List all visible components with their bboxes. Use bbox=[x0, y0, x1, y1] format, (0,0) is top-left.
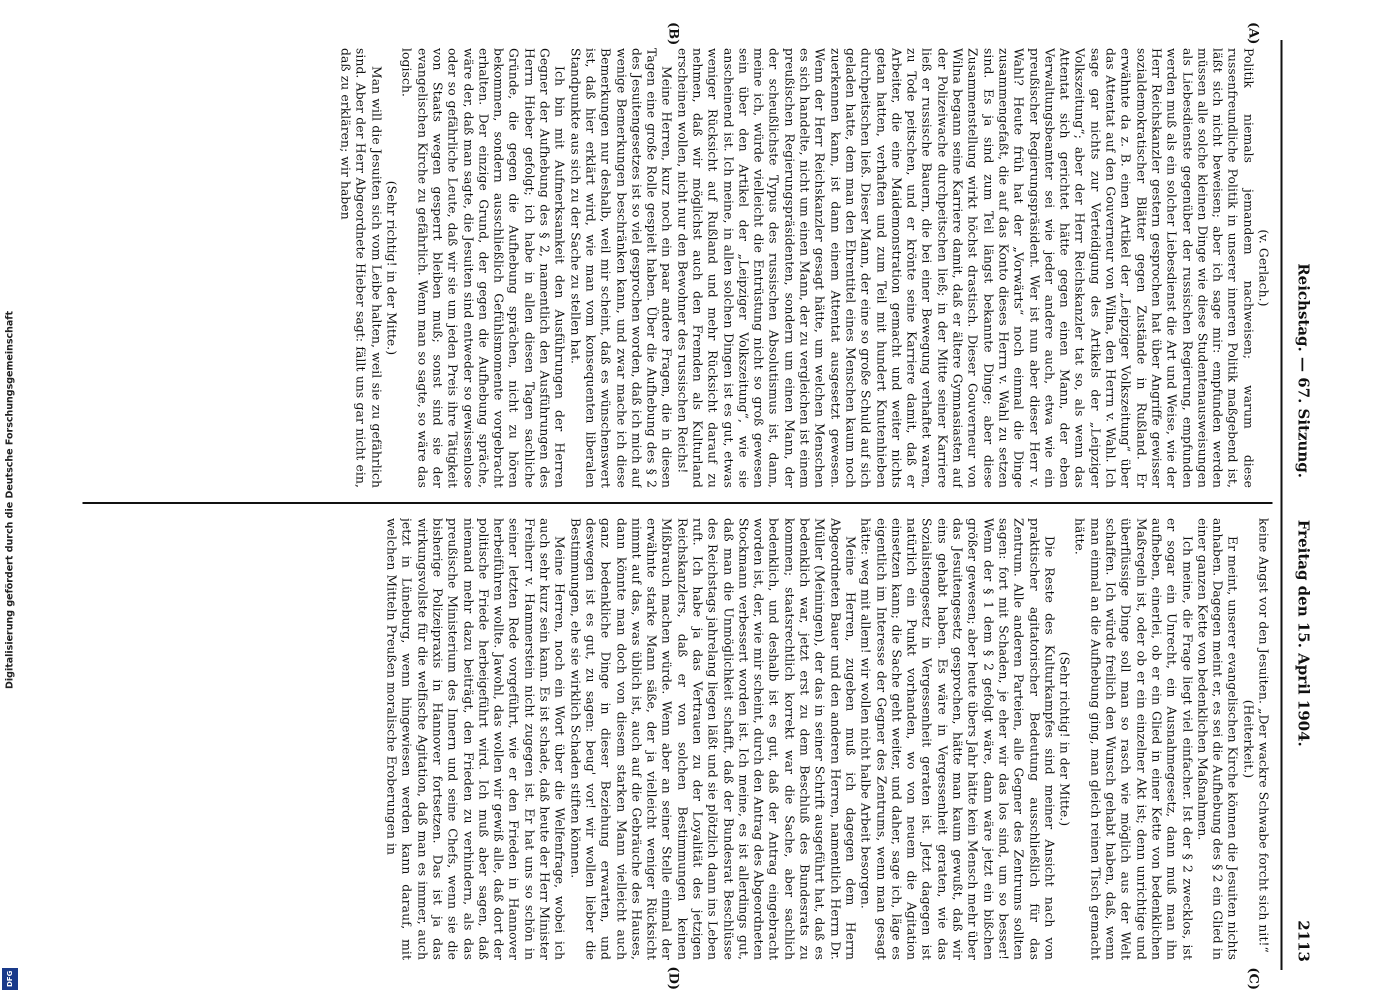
interjection: (Sehr richtig! in der Mitte.) bbox=[384, 180, 399, 356]
paragraph: Er meint, unserer evangelischen Kirche können die Jesuiten nichts anhaben. Dagegen meint er, es sei die Aufhebung des § 2 ein Glied in einer ganzen Kette von bedenklichen Maßnahmen. bbox=[1194, 518, 1240, 960]
margin-marker-a: (A) bbox=[1245, 22, 1260, 45]
scanned-page-area bbox=[75, 22, 1320, 990]
paragraph: Man will die Jesuiten sich vom Leibe halten, weil sie zu gefährlich sind. Aber der Herr Abgeordnete Hieber sagt: fällt uns gar nicht ein, daß zu erklären; wir haben bbox=[338, 48, 383, 488]
margin-marker-d: (D) bbox=[665, 966, 680, 990]
paragraph: Ich bin mit Aufmerksamkeit den Ausführungen der Herren Gegner der Aufhebung des § 2, namentlich den Ausführungen des Herrn Hieber gefolgt; ich habe in allen diesen Tagen sachliche Gründe, die gegen die Aufhebung sprächen, nicht zu hören bekommen, sondern ausschließlich Gefühlsmomente vorgebracht erhalten. Der einzige Grund, der gegen die Aufhebung spräche, wäre der, daß man sagte, die Jesuiten sind entweder so gewissenlose oder so gefährliche Leute, daß wir sie um jeden Preis ihre Tätigkeit von Staats wegen gesperrt bleiben muß; sonst sind sie der evangelischen Kirche zu gefährlich. Wenn man so sagte, so wäre das logisch. bbox=[399, 48, 567, 488]
column-divider bbox=[82, 502, 1272, 504]
digitization-credit: Digitalisierung gefördert durch die Deutsche Forschungsgemeinschaft bbox=[4, 311, 16, 689]
paragraph: Meine Herren, noch ein Wort über die Welfenfrage, wobei ich auch sehr kurz sein kann. Es ist schade, daß heute der Herr Minister Freiherr v. Hammerstein nicht zugegen ist. Er hat uns so schön in seiner letzten Rede vorgeführt, wie er den Frieden in Hannover herbeiführen wollte. Jawohl, das wollen wir gewiß alle, daß dort der politische Friede herbeigeführt wird. Ich muß aber sagen, daß niemand mehr dazu beiträgt, den Frieden zu verhindern, als das preußische Ministerium des Innern und seine Chefs, wenn sie die bisherige Polizeipraxis in Hannover fortsetzen. Das ist ja das wirkungsvollste für die welfische Agitation, daß man es immer, auch jetzt in Lüneburg, wenn hingewiesen werden kann darauf, mit welchen Mitteln Preußen moralische Eroberungen in bbox=[384, 518, 567, 960]
margin-marker-b: (B) bbox=[665, 22, 680, 46]
page-number: 2113 bbox=[1294, 920, 1312, 962]
paragraph: Die Reste des Kulturkampfes sind meiner Ansicht nach von praktischer agitatorischer Bedeutung ausschließlich für das Zentrum. Alle anderen Parteien, alle Gegner des Zentrums sollten sagen: fort mit Schaden, je eher wir das los sind, um so besser! Wenn der § 1 dem § 2 gefolgt wäre, dann wäre jetzt ein bißchen größer gewesen; aber heute übers Jahr hätte kein Mensch mehr über das Jesuitengesetz gesprochen, hätte man kaum gewußt, daß wir eins gehabt haben. Es wäre in Vergessenheit geraten, wie das Sozialistengesetz in Vergessenheit geraten ist. Jetzt dagegen ist natürlich ein Punkt vorhanden, wo von neuem die Agitation einsetzen kann; die Sache geht weiter, und daher, sage ich, läge es eigentlich im Interesse der Gegner des Zentrums, wenn man gesagt hätte: weg mit allem! wir wollen nicht halbe Arbeit besorgen. bbox=[858, 518, 1056, 960]
credit-strip bbox=[0, 0, 20, 1000]
paragraph: Politik niemals jemandem nachweisen; warum diese russenfreundliche Politik in unserer inneren Politik maßgebend ist, läßt sich nicht beweisen; aber ich sage mir: empfunden werden müssen alle solche kleinen Dinge wie diese Studentenausweisungen als Liebesdienste gegenüber der russischen Regierung, empfunden werden muß als ein solcher Liebesdienst die Art und Weise, wie der Herr Reichskanzler gestern gesprochen hat über Angriffe gewisser sozialdemokratischer Blätter gegen Zustände in Rußland. Er erwähnte da z. B. einen Artikel der „Leipziger Volkszeitung“ über das Attentat auf den Gouverneur von Wilna, den Herrn v. Wahl. Ich sage gar nichts zur Verteidigung des Artikels der „Leipziger Volkszeitung“; aber der Herr Reichskanzler tat so, als wenn das Attentat sich gerichtet hätte gegen einen Mann, der eben Verwaltungsbeamter sei wie jeder andere auch, etwa wie ein preußischer Regierungspräsident. Wer ist nun aber dieser Herr v. Wahl? Heute früh hat der „Vorwärts“ noch einmal die Dinge zusammengefaßt, die auf das Konto dieses Herrn v. Wahl zu setzen sind. Es ja sind zum Teil längst bekannte Dinge; aber diese Zusammenstellung wirkt höchst drastisch. Dieser Gouverneur von Wilna begann seine Karriere damit, daß er ältere Gymnasiasten auf der Polizeiwache durchpeitschen ließ; in der Mitte seiner Karriere ließ er russische Bauern, die bei einer Bewegung verhaftet waren, zu Tode peitschen, und er krönte seine Karriere damit, daß er Arbeiter, die eine Maidemonstration gemacht und weiter nichts getan hatten, verhaften und zum Teil mit hundert Knutenhieben durchpeitschen ließ. Dieser Mann, der eine so große Schuld auf sich geladen hatte, dem man den Ehrentitel eines Menschen kaum noch zuerkennen kann, ist dann einem Attentat ausgesetzt gewesen. Wenn der Herr Reichskanzler gesagt hätte, um welchen Menschen es sich handelte, nicht um einen Mann, der zu vergleichen ist einem preußischen Regierungspräsidenten, sondern um einen Mann, der der scheußlichste Typus des russischen Absolutismus ist, dann, meine ich, würde vielleicht die Entrüstung nicht so groß gewesen sein über den Artikel der „Leipziger Volkszeitung“, wie sie anscheinend ist. Ich meine, in allen solchen Dingen ist es gut, etwas weniger Rücksicht auf Rußland und mehr Rücksicht darauf zu nehmen, daß wir möglichst auch den Fremden als Kulturland erscheinen wollen, nicht nur den Bewohner des russischen Reichs! bbox=[674, 48, 1255, 488]
paragraph: Meine Herren, zugeben muß ich dagegen dem Herrn Abgeordneten Bauer und den anderen Herren, namentlich Herrn Dr. Müller (Meiningen), der das in seiner Schrift ausgeführt hat, daß es bedenklich war, jetzt erst zu dem Beschluß des Bundesrats zu kommen; staatsrechtlich korrekt war die Sache, aber sachlich bedenklich, und deshalb ist es gut, daß der Antrag eingebracht worden ist, der, wie mir scheint, durch den Antrag des Abgeordneten Stockmann verbessert worden ist. Ich meine, es ist allerdings gut, daß man die Unmöglichkeit schafft, daß der Bundesrat Beschlüsse des Reichstags jahrelang liegen läßt und sie plötzlich dann ins Leben ruft. Ich habe ja das Vertrauen zu der Loyalität des jetzigen Reichskanzlers, daß er von solchen Bestimmungen keinen Mißbrauch machen würde. Wenn aber an seiner Stelle einmal der erwähnte starke Mann säße, der ja vielleicht weniger Rücksicht nimmt auf das, was üblich ist, auch auf die Gebräuche des Hauses, dann könnte man doch von diesem starken Mann vielleicht auch ganz bedenkliche Dinge in dieser Beziehung erwarten, und deswegen ist es gut, zu sagen: beug' vor! wir wollen lieber die Bestimmungen, ehe sie wirklich Schaden stiften können. bbox=[567, 518, 857, 960]
page-header bbox=[1280, 40, 1320, 970]
margin-marker-c: (C) bbox=[1245, 967, 1260, 990]
interjection: (Heiterkeit.) bbox=[1240, 699, 1255, 779]
speaker-name: (v. Gerlach.) bbox=[1256, 229, 1270, 307]
left-text-column bbox=[85, 48, 1270, 488]
header-title bbox=[1294, 40, 1312, 970]
paragraph: keine Angst vor den Jesuiten. „Der wackre Schwabe forcht sich nit!“ bbox=[1256, 518, 1270, 953]
header-date: Freitag den 15. April 1904. bbox=[1294, 519, 1312, 747]
scanned-page bbox=[75, 22, 1320, 990]
header-session: Reichstag. — 67. Sitzung. bbox=[1294, 263, 1312, 479]
paragraph: Meine Herren, kurz noch ein paar andere Fragen, die in diesen Tagen eine große Rolle gespielt haben. Über die Aufhebung des § 2 des Jesuitengesetzes ist so viel gesprochen worden, daß ich mich auf wenige Bemerkungen beschränken kann, und zwar mache ich diese Bemerkungen nur deshalb, weil mir scheint, daß es wünschenswert ist, daß hier erklärt wird, wie man vom konsequenten liberalen Standpunkte aus sich zu der Sache zu stellen hat. bbox=[567, 48, 674, 488]
right-text-column bbox=[85, 518, 1270, 960]
dfg-logo: DFG bbox=[2, 968, 18, 990]
interjection: (Sehr richtig! in der Mitte.) bbox=[1057, 651, 1072, 827]
paragraph: Ich meine, die Frage liegt viel einfacher. Ist der § 2 zwecklos, ist er sogar ein Unrecht, ein Ausnahmegesetz, dann muß man ihn aufheben, einerlei, ob er ein Glied in einer Kette von bedenklichen Maßregeln ist, oder ob er ein einzelner Akt ist; denn unrichtige und überflüssige Dinge soll man so rasch wie möglich aus der Welt schaffen. Ich würde freilich den Wunsch gehabt haben, daß, wenn man einmal an die Aufhebung ging, man gleich reinen Tisch gemacht hätte. bbox=[1072, 518, 1194, 960]
